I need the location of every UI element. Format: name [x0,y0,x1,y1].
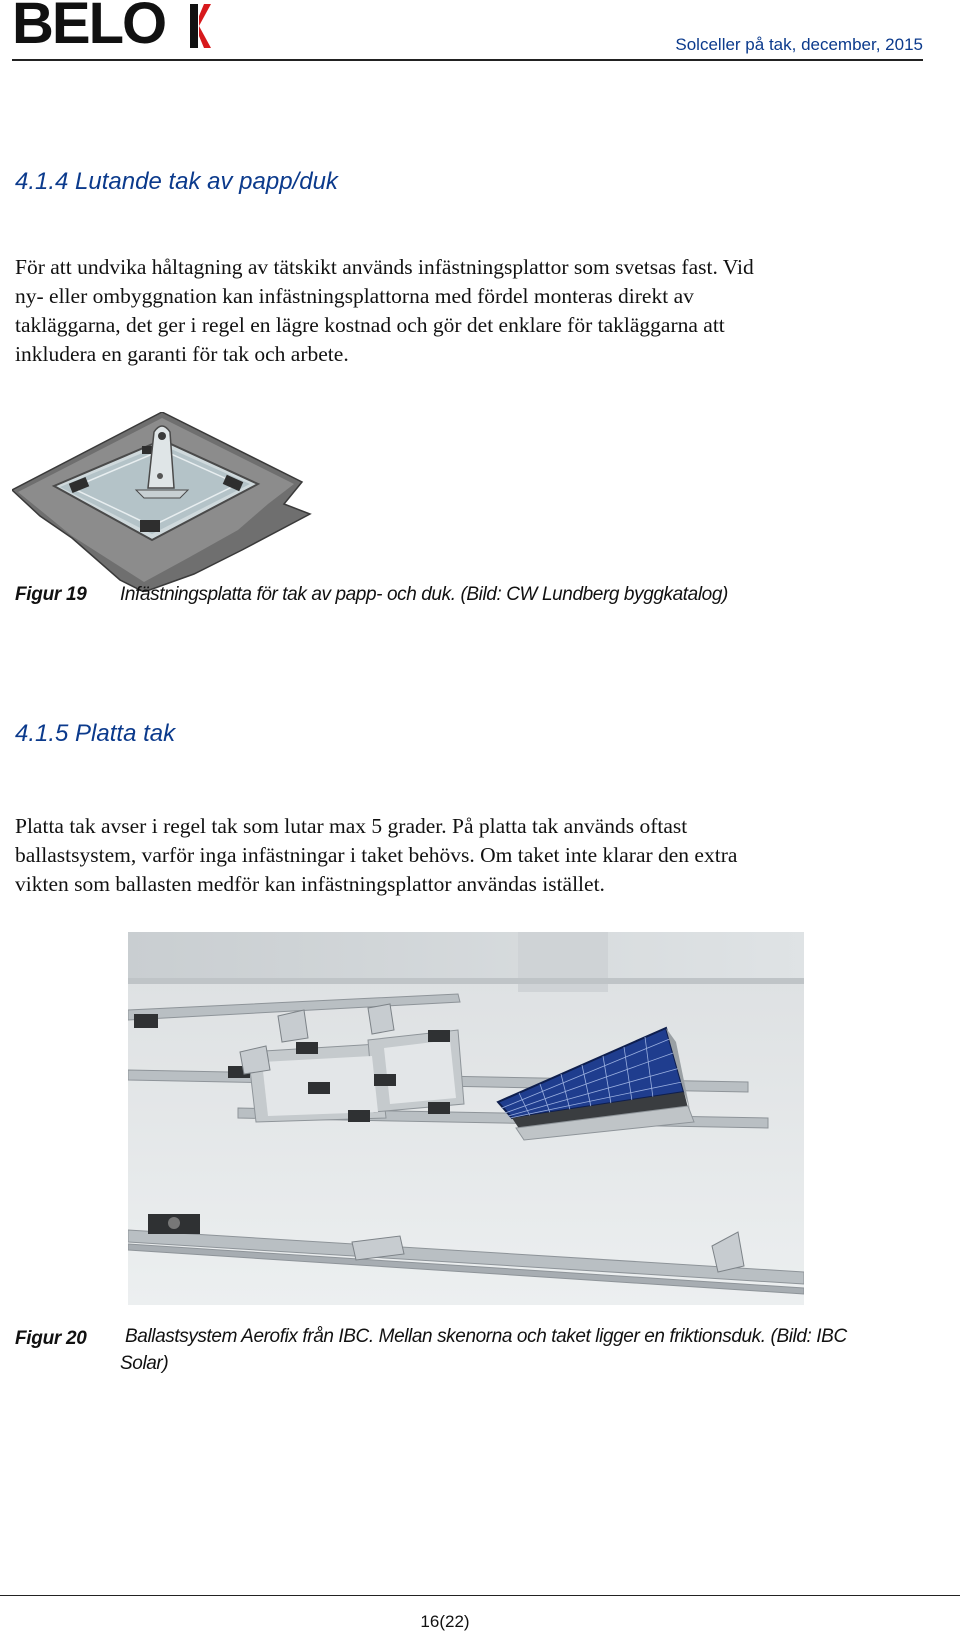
paragraph-line: ny- eller ombyggnation kan infästningsplattorna med fördel monteras direkt av [15,284,694,308]
mounting-plate-illustration [12,412,312,592]
section-heading-sloped-roof: 4.1.4 Lutande tak av papp/duk [15,168,338,195]
belok-logo [12,0,212,56]
footer-divider [0,1595,960,1596]
paragraph-line: ballastsystem, varför inga infästningar i taket behövs. Om taket inte klarar den extra [15,843,738,867]
paragraph-line: vikten som ballasten medför kan infästningsplattor användas istället. [15,872,605,896]
header-divider [12,59,923,61]
figure-caption [120,1323,900,1377]
figure-caption: Infästningsplatta för tak av papp- och duk. (Bild: CW Lundberg byggkatalog) [120,584,728,605]
logo-wordmark: BELO [12,0,166,56]
paragraph-line: takläggarna, det ger i regel en lägre kostnad och gör det enklare för takläggarna att [15,313,725,337]
ballast-system-photo [128,932,804,1305]
paragraph-line: Platta tak avser i regel tak som lutar max 5 grader. På platta tak används oftast [15,814,688,838]
page-header [0,0,960,62]
paragraph-line: För att undvika håltagning av tätskikt används infästningsplattor som svetsas fast. Vid [15,255,754,279]
caption-line: Solar) [120,1353,169,1374]
section-paragraph-sloped-roof [15,253,925,369]
document-title: Solceller på tak, december, 2015 [675,35,923,54]
figure-label: Figur 19 [15,584,87,605]
section-paragraph-flat-roof [15,812,925,899]
logo-k-mark [190,4,212,48]
page-number: 16(22) [420,1612,470,1631]
section-heading-flat-roof: 4.1.5 Platta tak [15,720,176,747]
figure-label: Figur 20 [15,1328,87,1349]
caption-line: Ballastsystem Aerofix från IBC. Mellan skenorna och taket ligger en friktionsduk. (Bild: IBC [125,1326,847,1347]
paragraph-line: inkludera en garanti för tak och arbete. [15,342,349,366]
